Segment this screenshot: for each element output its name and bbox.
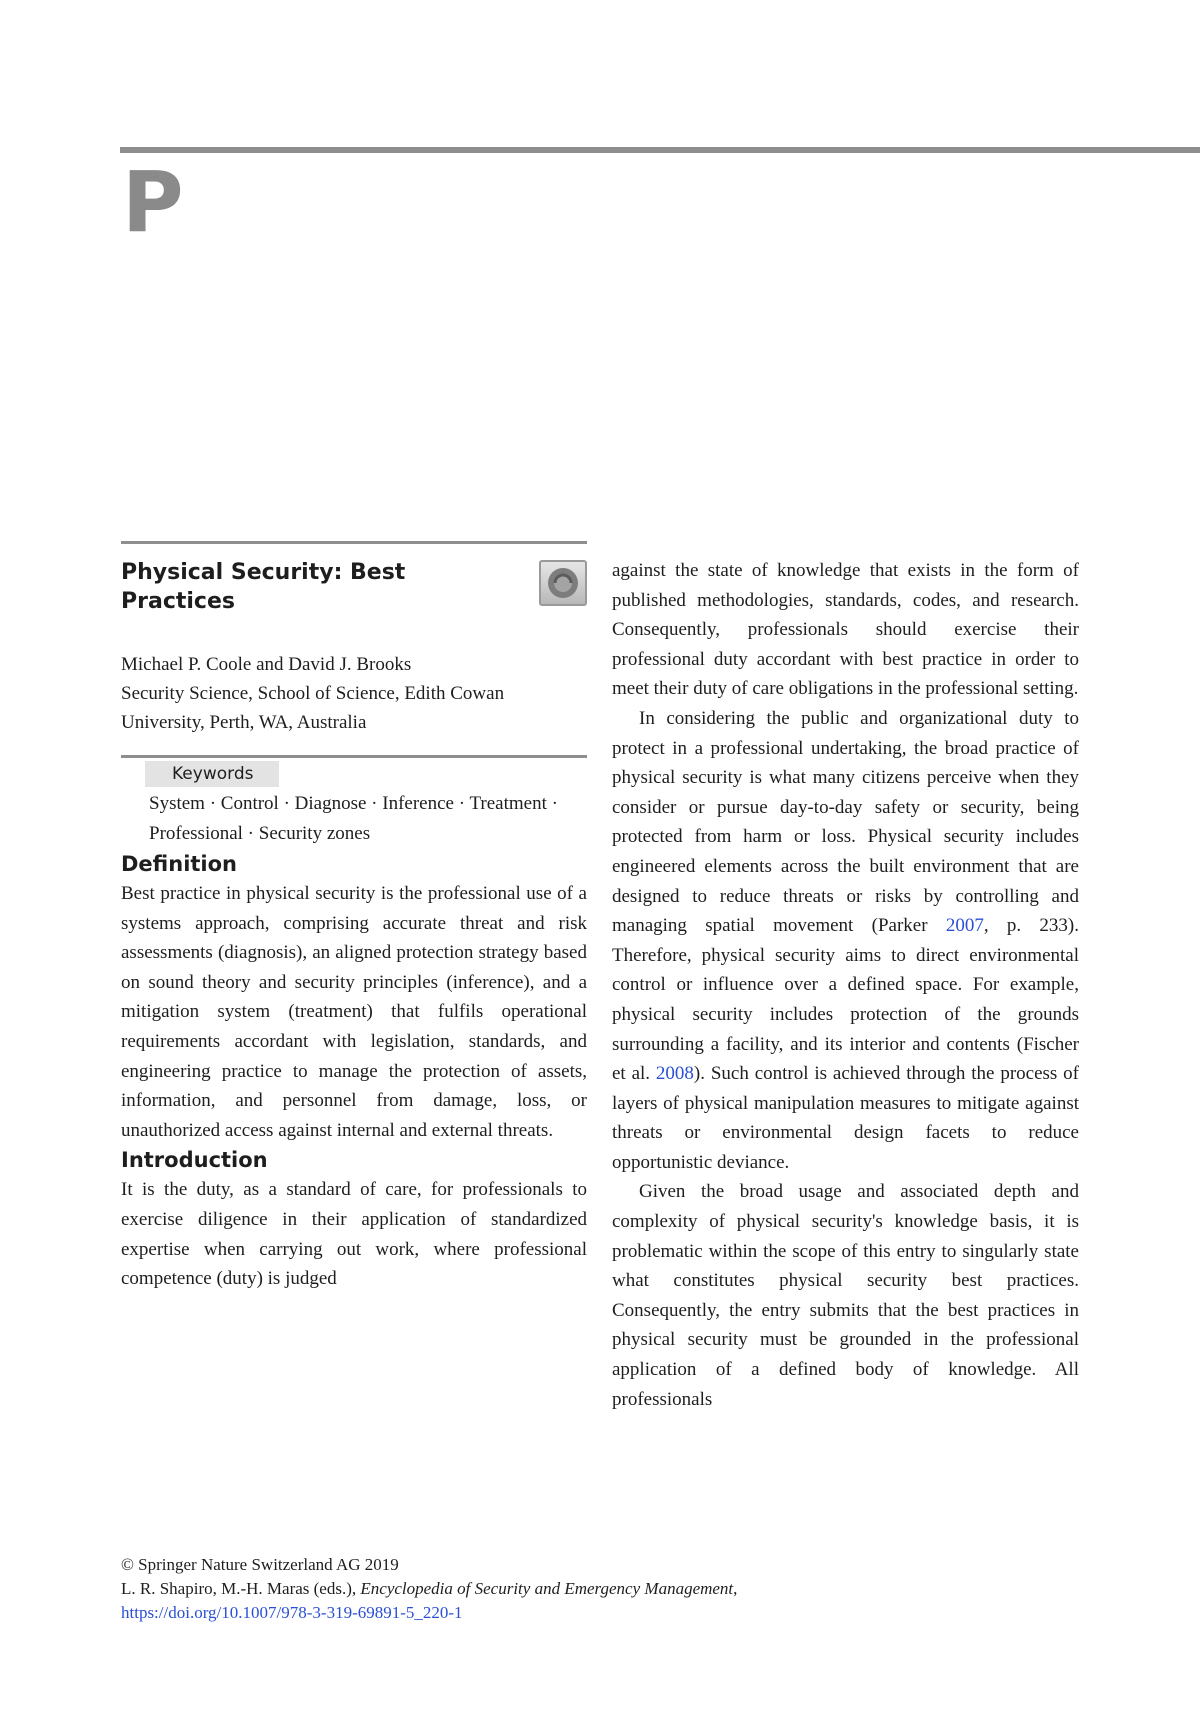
- editors: L. R. Shapiro, M.-H. Maras (eds.),: [121, 1579, 361, 1598]
- footer: [121, 1553, 737, 1625]
- citation-link-fischer[interactable]: 2008: [655, 1063, 694, 1085]
- check-for-updates-icon[interactable]: [539, 560, 587, 606]
- chapter-letter: P: [122, 153, 184, 251]
- keywords-list: System · Control · Diagnose · Inference · Treatment · Professional · Security zones: [149, 793, 558, 844]
- entry-title: Physical Security: Best Practices: [121, 560, 406, 614]
- introduction-heading: Introduction: [121, 1148, 268, 1173]
- paragraph-2-part-b: , p. 233). Therefore, physical security aims to direct environmental control or influence over a defined space. For example, physical security includes protection of the grounds surrounding a facility, and its interior and contents (Fischer et al.: [612, 915, 1079, 1085]
- introduction-text: It is the duty, as a standard of care, for professionals to exercise diligence in their application of standardized expertise when carrying out work, where professional competence (duty) is judged: [121, 1179, 587, 1290]
- title-row: [121, 558, 587, 616]
- definition-text: Best practice in physical security is the professional use of a systems approach, comprising accurate threat and risk assessments (diagnosis), an aligned protection strategy based on sound theory and security principles (inference), and a mitigation system (treatment) that fulfils operational requirements accordant with legislation, standards, and engineering practice to manage the protection of assets, information, and personnel from damage, loss, or unauthorized access against internal and external threats.: [121, 883, 587, 1141]
- citation-line: [121, 1577, 737, 1601]
- paragraph-2-part-c: ). Such control is achieved through the process of layers of physical manipulation measures to mitigate against threats or environmental design facets to reduce opportunistic deviance.: [612, 1063, 1079, 1173]
- paragraph-2: [612, 704, 1079, 1178]
- definition-heading: Definition: [121, 852, 238, 876]
- doi-link[interactable]: https://doi.org/10.1007/978-3-319-69891-5_220-1: [121, 1603, 463, 1622]
- affiliation: Security Science, School of Science, Edith Cowan University, Perth, WA, Australia: [121, 683, 505, 733]
- author-block: [121, 650, 587, 737]
- title-rule: [121, 541, 587, 544]
- paragraph-3: Given the broad usage and associated depth and complexity of physical security's knowledge basis, it is problematic within the scope of this entry to singularly state what constitutes physical security best practices. Consequently, the entry submits that the best practices in physical security must be grounded in the professional application of a defined body of knowledge. All professionals: [612, 1181, 1079, 1410]
- copyright: © Springer Nature Switzerland AG 2019: [121, 1555, 399, 1574]
- paragraph-1: against the state of knowledge that exists in the form of published methodologies, standards, codes, and research. Consequently, professionals should exercise their professional duty accordant with best practice in order to meet their duty of care obligations in the professional setting.: [612, 560, 1079, 700]
- top-rule: [120, 147, 1200, 153]
- left-column: [121, 541, 587, 1294]
- publication-title: Encyclopedia of Security and Emergency Management: [360, 1579, 734, 1598]
- keywords-label: Keywords: [145, 761, 279, 787]
- paragraph-2-part-a: In considering the public and organizational duty to protect in a professional undertaking, the broad practice of physical security is what many citizens perceive when they consider or pursue day-to-day safety or security, being protected from harm or loss. Physical security includes engineered elements across the built environment that are designed to reduce threats or risks by controlling and managing spatial movement (Parker: [612, 707, 1079, 937]
- citation-link-parker[interactable]: 2007: [945, 915, 984, 937]
- authors: Michael P. Coole and David J. Brooks: [121, 654, 412, 675]
- keywords-rule: [121, 755, 587, 758]
- citation-comma: ,: [733, 1579, 738, 1598]
- crossmark-glyph: [546, 566, 580, 600]
- right-column: [612, 556, 1079, 1414]
